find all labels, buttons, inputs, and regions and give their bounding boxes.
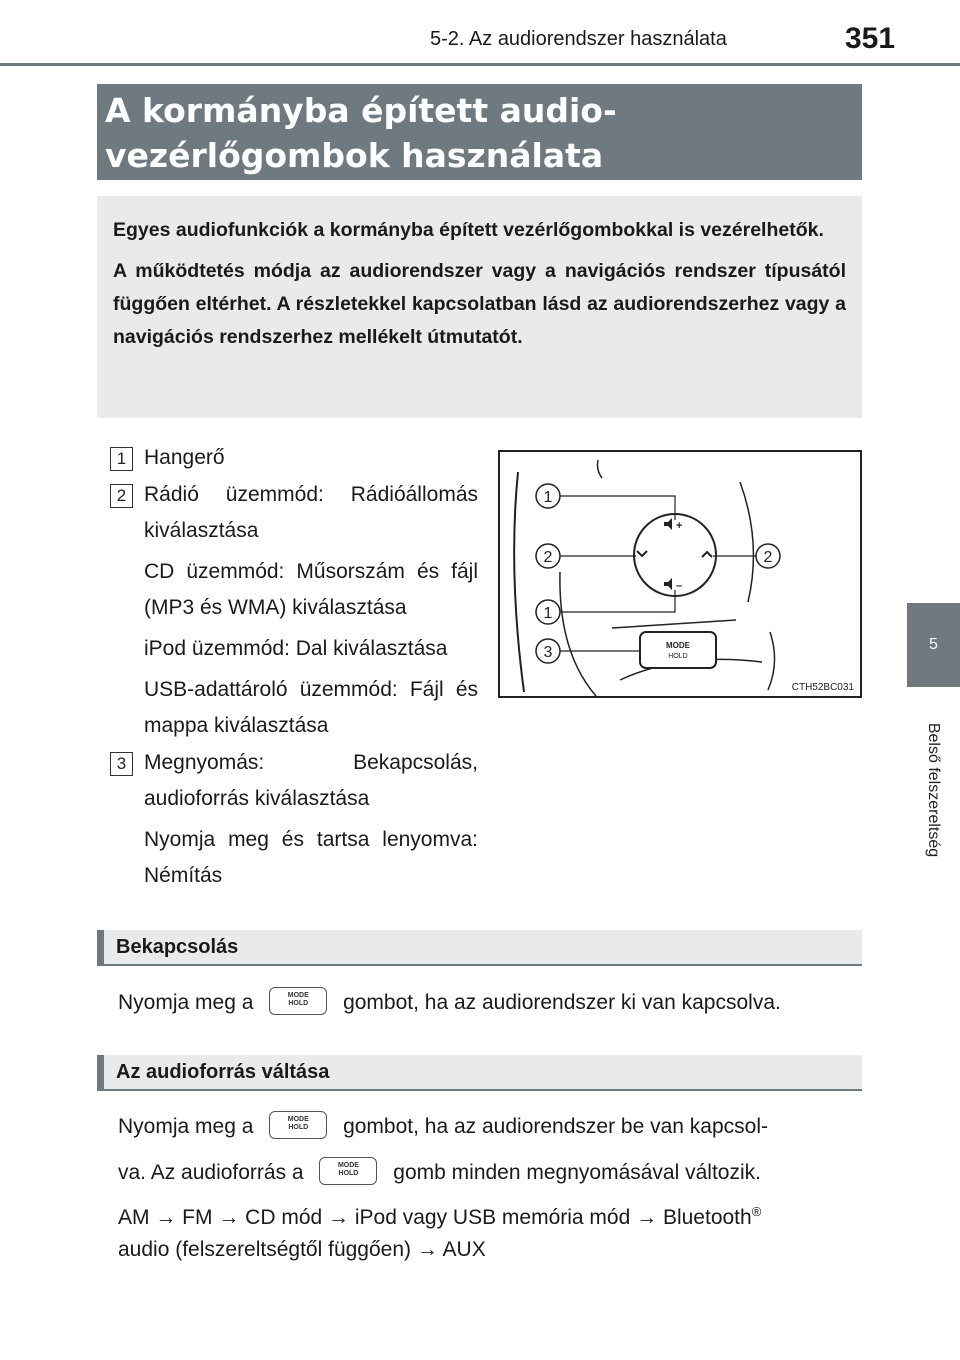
list-item-1 <box>110 440 478 476</box>
intro-box <box>97 196 862 418</box>
section-heading-bekapcsolas <box>97 930 862 966</box>
list-item-text: Rádió üzemmód: Rádióállomás kiválasztása <box>144 483 478 542</box>
svg-text:1: 1 <box>543 489 553 506</box>
svg-text:+: + <box>676 520 683 532</box>
wheel-line <box>740 482 753 602</box>
intro-text <box>113 214 846 362</box>
mode-button-icon: MODE HOLD <box>269 1111 327 1139</box>
mode-button-icon: MODE HOLD <box>319 1157 377 1185</box>
paragraph-text: gombot, ha az audiorendszer be van kapcsol- <box>343 1115 768 1138</box>
hold-button-text: HOLD <box>668 653 688 660</box>
callout-number: 1 <box>110 447 133 471</box>
callout-number: 2 <box>110 484 133 508</box>
list-item-subline: CD üzemmód: Műsorszám és fájl (MP3 és WMA) kiválasztása <box>144 560 478 619</box>
svg-text:3: 3 <box>543 644 553 661</box>
mode-button-text: MODE <box>666 641 690 650</box>
valtas-sequence <box>118 1196 858 1266</box>
header-divider <box>0 63 960 66</box>
header-section-title: 5-2. Az audiorendszer használata <box>430 28 727 50</box>
intro-paragraph-2: A működtetés módja az audiorendszer vagy a navigációs rendszer típusától függően eltérhet. A részletekkel kapcsolatban lásd az audiorendszerhez vagy a navigációs rendszerhez mellékelt útmutatót. <box>113 260 846 348</box>
steering-wheel-controls-figure <box>498 450 862 698</box>
callout-circle <box>536 484 560 508</box>
callout-circle <box>756 544 780 568</box>
intro-paragraph-1: Egyes audiofunkciók a kormányba épített vezérlőgombokkal is vezérelhetők. <box>113 219 824 241</box>
list-item-subline: iPod üzemmód: Dal kiválasztása <box>144 637 448 660</box>
section-heading-text: Az audioforrás váltása <box>116 1061 330 1083</box>
control-list <box>110 440 478 894</box>
mode-button-icon: MODE HOLD <box>269 987 327 1015</box>
figure-caption: CTH52BC031 <box>791 682 854 693</box>
list-item-3 <box>110 745 478 817</box>
list-item-text: Megnyomás: Bekapcsolás, audioforrás kiválasztása <box>144 751 478 810</box>
chapter-label: Belső felszereltség <box>925 722 943 858</box>
wheel-line <box>560 572 596 696</box>
page-title: A kormányba épített audio-vezérlőgombok használata <box>105 91 617 175</box>
list-item-text: Hangerő <box>144 446 225 469</box>
wheel-line <box>612 620 736 628</box>
paragraph-text: gombot, ha az audiorendszer ki van kapcsolva. <box>343 991 781 1014</box>
wheel-rim-line <box>514 472 524 692</box>
svg-text:1: 1 <box>543 605 553 622</box>
wheel-line <box>598 460 603 478</box>
page-number: 351 <box>845 22 896 55</box>
svg-text:2: 2 <box>543 549 553 566</box>
chapter-number: 5 <box>929 636 938 653</box>
callout-number: 3 <box>110 752 133 776</box>
leader-line <box>560 496 675 520</box>
callout-circle <box>536 600 560 624</box>
valtas-paragraph-line2 <box>118 1150 858 1196</box>
list-item-subline: USB-adattároló üzemmód: Fájl és mappa kiválasztása <box>144 678 478 737</box>
leader-line <box>560 590 675 612</box>
section-heading-valtas <box>97 1055 862 1091</box>
source-sequence-text: audio (felszereltségtől függően) → AUX <box>118 1238 486 1261</box>
source-sequence-text: AM → FM → CD mód → iPod vagy USB memória mód → Bluetooth <box>118 1206 752 1229</box>
valtas-paragraph-line1 <box>118 1104 858 1150</box>
svg-text:–: – <box>676 580 683 592</box>
callout-circle <box>536 544 560 568</box>
chapter-label-container <box>888 700 960 880</box>
section-heading-text: Bekapcsolás <box>116 936 239 958</box>
registered-mark: ® <box>751 1204 762 1219</box>
bekapcsolas-paragraph <box>118 980 858 1026</box>
chapter-tab <box>907 603 960 687</box>
wheel-line <box>768 632 775 690</box>
paragraph-text: va. Az audioforrás a <box>118 1161 304 1184</box>
paragraph-text: gomb minden megnyomásával változik. <box>393 1161 761 1184</box>
list-item-2 <box>110 477 478 549</box>
paragraph-text: Nyomja meg a <box>118 991 254 1014</box>
paragraph-text: Nyomja meg a <box>118 1115 254 1138</box>
svg-text:2: 2 <box>763 549 773 566</box>
mode-button-illustration <box>640 632 716 668</box>
steering-wheel-illustration <box>500 452 860 696</box>
list-item-subline: Nyomja meg és tartsa lenyomva: Némítás <box>144 828 478 887</box>
callout-circle <box>536 639 560 663</box>
page-title-box <box>97 84 862 180</box>
